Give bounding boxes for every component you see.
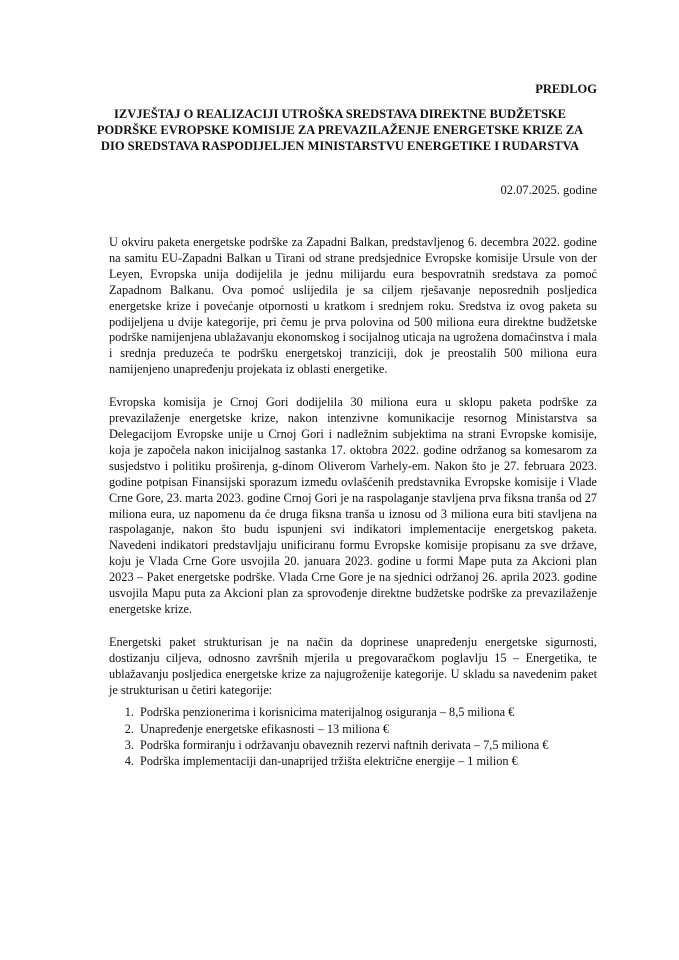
- paragraph-allocation: Evropska komisija je Crnoj Gori dodijelila 30 miliona eura u sklopu paketa podrške za prevazilaženje energetske krize, nakon intenzivne komunikacije resornog Ministarstva sa Delegacijom Evropske unije u Crnoj Gori i nadležnim subjektima na strani Evropske komisije, koja je započela nakon inicijalnog sastanka 17. oktobra 2022. godine održanog sa komesarom za susjedstvo i politiku proširenja, g-dinom Oliverom Varhely-em. Nakon što je 27. februara 2023. godine potpisan Finansijski sporazum između ovlašćenih predstavnika Evropske komisije i Vlade Crne Gore, 23. marta 2023. godine Crnoj Gori je na raspolaganje stavljena prva fiksna tranša od 27 miliona eura, uz napomenu da će druga fiksna tranša u iznosu od 3 miliona eura biti stavljena na raspolaganje, nakon što budu ispunjeni svi indikatori implementacije energetskog paketa. Navedeni indikatori predstavljaju unificiranu formu Evropske komisije propisanu za sve države, koju je Vlada Crne Gore usvojila 20. januara 2023. godine u formi Mape puta za Akcioni plan 2023 – Paket energetske podrške. Vlada Crne Gore je na sjednici održanoj 26. aprila 2023. godine usvojila Mapu puta za Akcioni plan za sprovođenje direktne budžetske podrške za prevazilaženje energetske krize.: [109, 395, 597, 616]
- document-body: [109, 235, 597, 769]
- document-label: PREDLOG: [535, 82, 597, 96]
- list-item: 1. Podrška penzionerima i korisnicima materijalnog osiguranja – 8,5 miliona €: [137, 704, 597, 720]
- document-date: 02.07.2025. godine: [500, 183, 597, 197]
- list-item: 3. Podrška formiranju i održavanju obaveznih rezervi naftnih derivata – 7,5 miliona €: [137, 737, 597, 753]
- paragraph-intro: U okviru paketa energetske podrške za Zapadni Balkan, predstavljenog 6. decembra 2022. godine na samitu EU-Zapadni Balkan u Tirani od strane predsjednice Evropske komisije Ursule von der Leyen, Evropska unija dodijelila je jednu milijardu eura bespovratnih sredstava za pomoć Zapadnom Balkanu. Ova pomoć uslijedila je sa ciljem rješavanje neposrednih posljedica energetske krize i povećanje otpornosti u kratkom i srednjem roku. Sredstva iz ovog paketa su podijeljena u dvije kategorije, pri čemu je prva polovina od 500 miliona eura direktne budžetske podrške namijenjena ublažavanju ekonomskog i socijalnog uticaja na ugrožena domaćinstva i mala i srednja preduzeća te podršku energetskoj tranziciji, dok je preostalih 500 miliona eura namijenjeno unapređenju projekata iz oblasti energetike.: [109, 235, 597, 377]
- list-item: 2. Unapređenje energetske efikasnosti – 13 miliona €: [137, 721, 597, 737]
- document-title: IZVJEŠTAJ O REALIZACIJI UTROŠKA SREDSTAVA DIREKTNE BUDŽETSKE PODRŠKE EVROPSKE KOMISIJE ZA PREVAZILAŽENJE ENERGETSKE KRIZE ZA DIO SREDSTAVA RASPODIJELJEN MINISTARSTVU ENERGETIKE I RUDARSTVA: [96, 107, 584, 153]
- category-list: [109, 704, 597, 769]
- list-item: 4. Podrška implementaciji dan-unaprijed tržišta električne energije – 1 milion €: [137, 753, 597, 769]
- paragraph-structure: Energetski paket strukturisan je na način da doprinese unapređenju energetske sigurnosti, dostizanju ciljeva, odnosno završnih mjerila u pregovaračkom poglavlju 15 – Energetika, te ublažavanju posljedica energetske krize za najugroženije kategorije. U skladu sa navedenim paket je strukturisan u četiri kategorije:: [109, 634, 597, 697]
